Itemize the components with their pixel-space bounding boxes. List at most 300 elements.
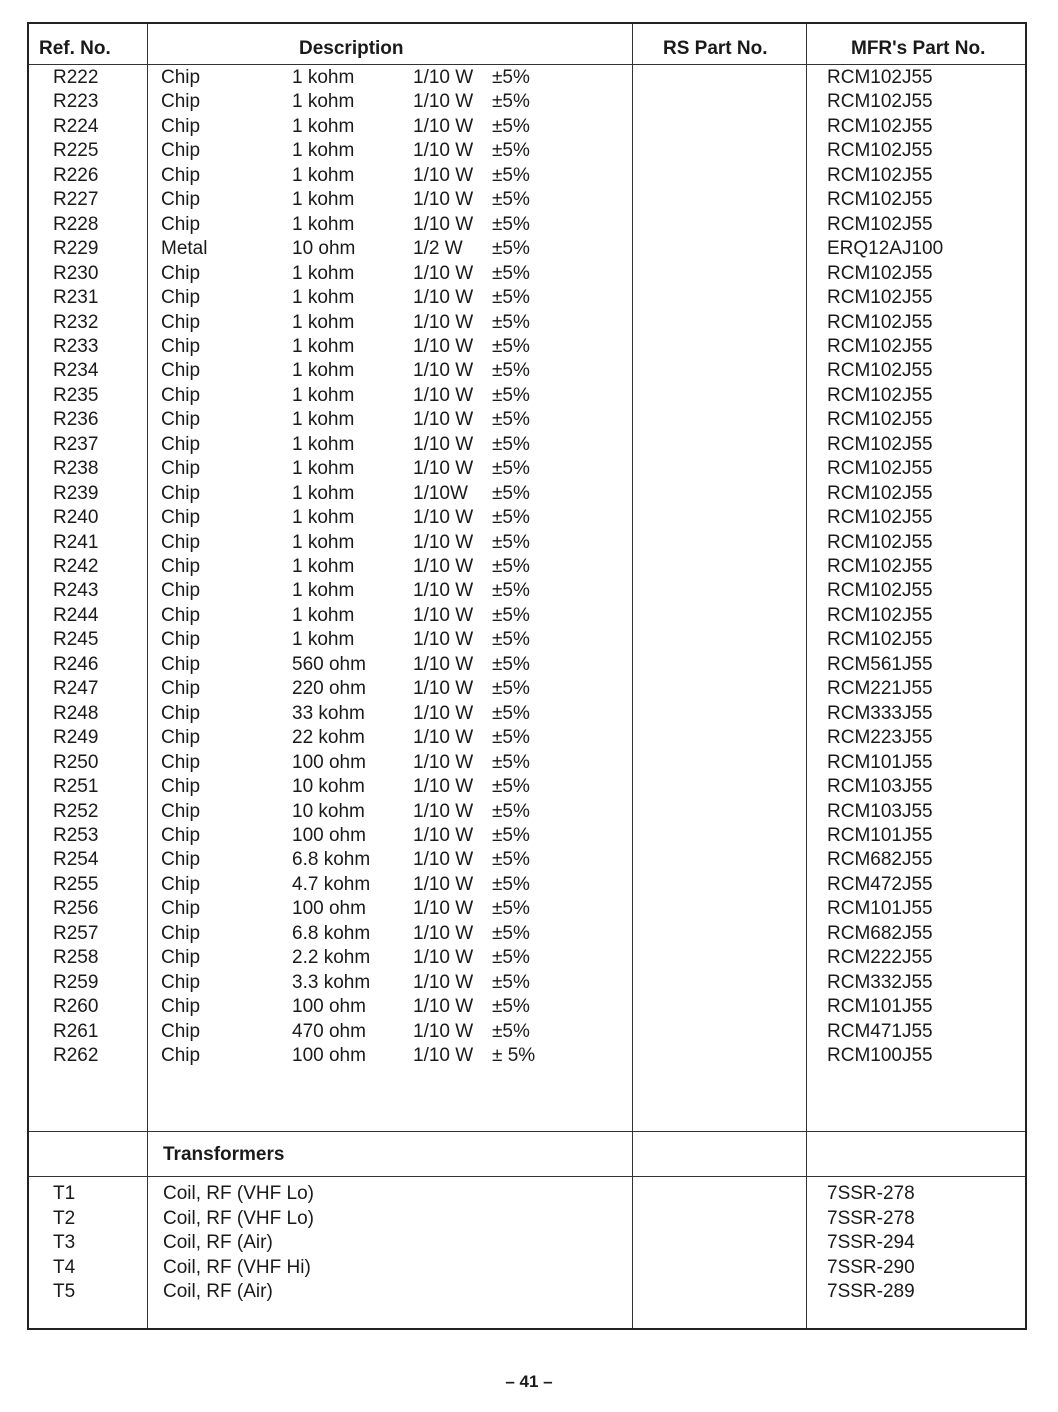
mfr-part-no: RCM102J55: [827, 189, 933, 211]
power-rating: 1/10 W: [413, 287, 474, 309]
component-type: Chip: [161, 360, 201, 382]
resistance-value: 100 ohm: [292, 996, 366, 1018]
resistance-value: 1 kohm: [292, 482, 355, 504]
mfr-part-no: RCM102J55: [827, 262, 933, 284]
resistance-value: 1 kohm: [292, 604, 355, 626]
header-description: Description: [299, 38, 404, 59]
table-row: [29, 873, 1025, 897]
table-row: [29, 1020, 1025, 1044]
resistance-value: 1 kohm: [292, 360, 355, 382]
table-row: [29, 751, 1025, 775]
table-row: [29, 775, 1025, 799]
component-type: Chip: [161, 678, 201, 700]
tolerance: ±5%: [492, 922, 530, 944]
ref-no: R256: [53, 898, 99, 920]
component-type: Chip: [161, 189, 201, 211]
power-rating: 1/10 W: [413, 849, 474, 871]
mfr-part-no: RCM682J55: [827, 849, 933, 871]
power-rating: 1/10 W: [413, 604, 474, 626]
power-rating: 1/10 W: [413, 384, 474, 406]
power-rating: 1/10 W: [413, 115, 474, 137]
table-row: [29, 213, 1025, 237]
ref-no: T4: [53, 1256, 76, 1278]
component-type: Chip: [161, 409, 201, 431]
ref-no: R242: [53, 556, 99, 577]
table-row: [29, 702, 1025, 726]
component-type: Chip: [161, 531, 201, 553]
mfr-part-no: RCM102J55: [827, 482, 933, 504]
tolerance: ±5%: [492, 873, 530, 895]
mfr-part-no: RCM101J55: [827, 824, 933, 846]
mfr-part-no: RCM222J55: [827, 947, 933, 969]
power-rating: 1/10 W: [413, 702, 474, 724]
section-divider-bottom: [29, 1176, 1025, 1177]
tolerance: ±5%: [492, 800, 530, 822]
mfr-part-no: RCM102J55: [827, 140, 933, 162]
power-rating: 1/10 W: [413, 1045, 474, 1066]
mfr-part-no: RCM102J55: [827, 67, 933, 88]
table-row: [29, 457, 1025, 481]
power-rating: 1/10W: [413, 482, 468, 504]
resistance-value: 10 ohm: [292, 238, 356, 260]
description: Coil, RF (Air): [163, 1232, 273, 1253]
power-rating: 1/10 W: [413, 800, 474, 822]
table-row: [29, 922, 1025, 946]
ref-no: R237: [53, 433, 99, 455]
resistance-value: 4.7 kohm: [292, 873, 371, 895]
power-rating: 1/10 W: [413, 824, 474, 846]
description: Coil, RF (VHF Lo): [163, 1183, 314, 1204]
resistance-value: 1 kohm: [292, 531, 355, 553]
table-row: [29, 506, 1025, 530]
table-row: [29, 995, 1025, 1019]
ref-no: R222: [53, 67, 99, 88]
resistance-value: 100 ohm: [292, 1045, 366, 1066]
tolerance: ±5%: [492, 287, 530, 309]
resistance-value: 10 kohm: [292, 776, 365, 798]
component-type: Chip: [161, 824, 201, 846]
ref-no: R260: [53, 996, 99, 1018]
table-row: [29, 139, 1025, 163]
tolerance: ±5%: [492, 67, 530, 88]
resistance-value: 470 ohm: [292, 1020, 366, 1042]
resistance-value: 1 kohm: [292, 507, 355, 529]
mfr-part-no: 7SSR-278: [827, 1183, 915, 1204]
tolerance: ±5%: [492, 433, 530, 455]
ref-no: R226: [53, 164, 99, 186]
power-rating: 1/10 W: [413, 311, 474, 333]
power-rating: 1/10 W: [413, 189, 474, 211]
tolerance: ±5%: [492, 384, 530, 406]
resistance-value: 1 kohm: [292, 335, 355, 357]
tolerance: ±5%: [492, 507, 530, 529]
resistance-value: 100 ohm: [292, 824, 366, 846]
mfr-part-no: 7SSR-294: [827, 1232, 915, 1253]
resistance-value: 1 kohm: [292, 311, 355, 333]
resistance-value: 1 kohm: [292, 213, 355, 235]
mfr-part-no: RCM102J55: [827, 335, 933, 357]
table-row: [29, 262, 1025, 286]
mfr-part-no: RCM102J55: [827, 531, 933, 553]
ref-no: R250: [53, 751, 99, 773]
component-type: Chip: [161, 458, 201, 480]
ref-no: R248: [53, 702, 99, 724]
ref-no: R251: [53, 776, 99, 798]
tolerance: ±5%: [492, 409, 530, 431]
mfr-part-no: RCM101J55: [827, 996, 933, 1018]
power-rating: 1/10 W: [413, 727, 474, 749]
resistance-value: 1 kohm: [292, 91, 355, 113]
ref-no: R246: [53, 653, 99, 675]
mfr-part-no: RCM102J55: [827, 409, 933, 431]
description: Coil, RF (VHF Lo): [163, 1207, 314, 1229]
section-title-transformers: Transformers: [163, 1144, 285, 1165]
page-number: – 41 –: [505, 1372, 553, 1391]
tolerance: ±5%: [492, 262, 530, 284]
table-row: [29, 237, 1025, 261]
section-divider-top: [29, 1131, 1025, 1132]
tolerance: ±5%: [492, 164, 530, 186]
mfr-part-no: RCM102J55: [827, 287, 933, 309]
resistance-value: 6.8 kohm: [292, 922, 371, 944]
mfr-part-no: RCM102J55: [827, 604, 933, 626]
mfr-part-no: RCM682J55: [827, 922, 933, 944]
table-row: [29, 1280, 1025, 1304]
table-row: [29, 1231, 1025, 1255]
ref-no: R257: [53, 922, 99, 944]
resistance-value: 1 kohm: [292, 262, 355, 284]
mfr-part-no: RCM102J55: [827, 507, 933, 529]
tolerance: ±5%: [492, 947, 530, 969]
tolerance: ±5%: [492, 849, 530, 871]
tolerance: ±5%: [492, 629, 530, 651]
ref-no: R229: [53, 238, 99, 260]
tolerance: ± 5%: [492, 1045, 536, 1066]
tolerance: ±5%: [492, 604, 530, 626]
tolerance: ±5%: [492, 898, 530, 920]
component-type: Chip: [161, 262, 201, 284]
tolerance: ±5%: [492, 580, 530, 602]
description: Coil, RF (VHF Hi): [163, 1256, 311, 1278]
power-rating: 1/10 W: [413, 898, 474, 920]
power-rating: 1/10 W: [413, 751, 474, 773]
mfr-part-no: RCM102J55: [827, 311, 933, 333]
description: Coil, RF (Air): [163, 1281, 273, 1302]
table-row: [29, 946, 1025, 970]
ref-no: R225: [53, 140, 99, 162]
resistance-value: 1 kohm: [292, 580, 355, 602]
ref-no: R244: [53, 604, 99, 626]
mfr-part-no: RCM103J55: [827, 776, 933, 798]
power-rating: 1/10 W: [413, 873, 474, 895]
component-type: Chip: [161, 507, 201, 529]
tolerance: ±5%: [492, 776, 530, 798]
mfr-part-no: RCM102J55: [827, 164, 933, 186]
mfr-part-no: RCM472J55: [827, 873, 933, 895]
power-rating: 1/10 W: [413, 1020, 474, 1042]
tolerance: ±5%: [492, 311, 530, 333]
component-type: Chip: [161, 91, 201, 113]
table-row: [29, 115, 1025, 139]
mfr-part-no: RCM471J55: [827, 1020, 933, 1042]
mfr-part-no: RCM102J55: [827, 115, 933, 137]
resistance-value: 560 ohm: [292, 653, 366, 675]
power-rating: 1/10 W: [413, 458, 474, 480]
table-row: [29, 1256, 1025, 1280]
tolerance: ±5%: [492, 189, 530, 211]
header-ref: Ref. No.: [39, 38, 111, 59]
tolerance: ±5%: [492, 360, 530, 382]
header-divider: [29, 64, 1025, 65]
mfr-part-no: RCM102J55: [827, 580, 933, 602]
resistance-value: 10 kohm: [292, 800, 365, 822]
ref-no: R236: [53, 409, 99, 431]
table-row: [29, 555, 1025, 579]
component-type: Chip: [161, 335, 201, 357]
ref-no: R259: [53, 971, 99, 993]
component-type: Chip: [161, 922, 201, 944]
ref-no: R261: [53, 1020, 99, 1042]
component-type: Chip: [161, 971, 201, 993]
power-rating: 1/10 W: [413, 67, 474, 88]
component-type: Chip: [161, 556, 201, 577]
resistance-value: 1 kohm: [292, 409, 355, 431]
table-row: [29, 433, 1025, 457]
table-row: [29, 604, 1025, 628]
component-type: Chip: [161, 996, 201, 1018]
component-type: Chip: [161, 629, 201, 651]
mfr-part-no: RCM332J55: [827, 971, 933, 993]
table-row: [29, 188, 1025, 212]
component-type: Chip: [161, 140, 201, 162]
resistance-value: 1 kohm: [292, 629, 355, 651]
resistance-value: 33 kohm: [292, 702, 365, 724]
power-rating: 1/10 W: [413, 922, 474, 944]
component-type: Chip: [161, 580, 201, 602]
ref-no: R247: [53, 678, 99, 700]
component-type: Chip: [161, 947, 201, 969]
component-type: Chip: [161, 873, 201, 895]
ref-no: R245: [53, 629, 99, 651]
mfr-part-no: RCM102J55: [827, 360, 933, 382]
ref-no: R230: [53, 262, 99, 284]
tolerance: ±5%: [492, 702, 530, 724]
table-row: [29, 653, 1025, 677]
component-type: Metal: [161, 238, 208, 260]
tolerance: ±5%: [492, 115, 530, 137]
table-row: [29, 848, 1025, 872]
table-row: [29, 628, 1025, 652]
table-row: [29, 726, 1025, 750]
resistance-value: 6.8 kohm: [292, 849, 371, 871]
table-row: [29, 971, 1025, 995]
mfr-part-no: RCM333J55: [827, 702, 933, 724]
mfr-part-no: RCM101J55: [827, 898, 933, 920]
ref-no: R233: [53, 335, 99, 357]
power-rating: 1/10 W: [413, 776, 474, 798]
table-row: [29, 579, 1025, 603]
resistance-value: 1 kohm: [292, 458, 355, 480]
tolerance: ±5%: [492, 653, 530, 675]
resistance-value: 1 kohm: [292, 433, 355, 455]
resistance-value: 100 ohm: [292, 898, 366, 920]
component-type: Chip: [161, 1020, 201, 1042]
power-rating: 1/10 W: [413, 140, 474, 162]
resistance-value: 1 kohm: [292, 164, 355, 186]
table-row: [29, 897, 1025, 921]
ref-no: R228: [53, 213, 99, 235]
ref-no: R262: [53, 1045, 99, 1066]
ref-no: R227: [53, 189, 99, 211]
ref-no: R253: [53, 824, 99, 846]
component-type: Chip: [161, 287, 201, 309]
ref-no: R238: [53, 458, 99, 480]
resistance-value: 1 kohm: [292, 287, 355, 309]
mfr-part-no: 7SSR-289: [827, 1281, 915, 1302]
table-row: [29, 482, 1025, 506]
power-rating: 1/10 W: [413, 971, 474, 993]
power-rating: 1/10 W: [413, 507, 474, 529]
power-rating: 1/10 W: [413, 947, 474, 969]
tolerance: ±5%: [492, 213, 530, 235]
component-type: Chip: [161, 311, 201, 333]
component-type: Chip: [161, 653, 201, 675]
power-rating: 1/10 W: [413, 262, 474, 284]
component-type: Chip: [161, 164, 201, 186]
power-rating: 1/2 W: [413, 238, 463, 260]
resistance-value: 100 ohm: [292, 751, 366, 773]
table-row: [29, 286, 1025, 310]
table-row: [29, 384, 1025, 408]
table-row: [29, 1182, 1025, 1206]
resistance-value: 1 kohm: [292, 189, 355, 211]
tolerance: ±5%: [492, 824, 530, 846]
ref-no: R240: [53, 507, 99, 529]
component-type: Chip: [161, 115, 201, 137]
component-type: Chip: [161, 776, 201, 798]
table-row: [29, 359, 1025, 383]
table-row: [29, 677, 1025, 701]
ref-no: R252: [53, 800, 99, 822]
tolerance: ±5%: [492, 238, 530, 260]
resistance-value: 1 kohm: [292, 140, 355, 162]
tolerance: ±5%: [492, 751, 530, 773]
tolerance: ±5%: [492, 531, 530, 553]
tolerance: ±5%: [492, 91, 530, 113]
ref-no: R234: [53, 360, 99, 382]
table-row: [29, 824, 1025, 848]
resistance-value: 22 kohm: [292, 727, 365, 749]
tolerance: ±5%: [492, 482, 530, 504]
mfr-part-no: 7SSR-290: [827, 1256, 915, 1278]
ref-no: R254: [53, 849, 99, 871]
component-type: Chip: [161, 751, 201, 773]
tolerance: ±5%: [492, 458, 530, 480]
power-rating: 1/10 W: [413, 580, 474, 602]
mfr-part-no: RCM102J55: [827, 91, 933, 113]
mfr-part-no: RCM221J55: [827, 678, 933, 700]
ref-no: R243: [53, 580, 99, 602]
tolerance: ±5%: [492, 140, 530, 162]
tolerance: ±5%: [492, 335, 530, 357]
power-rating: 1/10 W: [413, 433, 474, 455]
tolerance: ±5%: [492, 971, 530, 993]
mfr-part-no: RCM102J55: [827, 213, 933, 235]
mfr-part-no: RCM102J55: [827, 629, 933, 651]
mfr-part-no: RCM102J55: [827, 433, 933, 455]
table-row: [29, 164, 1025, 188]
ref-no: R232: [53, 311, 99, 333]
header-rs-part: RS Part No.: [663, 38, 768, 59]
mfr-part-no: RCM100J55: [827, 1045, 933, 1066]
ref-no: T2: [53, 1207, 76, 1229]
tolerance: ±5%: [492, 996, 530, 1018]
ref-no: R241: [53, 531, 99, 553]
ref-no: T1: [53, 1183, 76, 1204]
mfr-part-no: RCM561J55: [827, 653, 933, 675]
ref-no: R239: [53, 482, 99, 504]
power-rating: 1/10 W: [413, 360, 474, 382]
mfr-part-no: RCM223J55: [827, 727, 933, 749]
component-type: Chip: [161, 604, 201, 626]
resistance-value: 1 kohm: [292, 115, 355, 137]
mfr-part-no: RCM103J55: [827, 800, 933, 822]
power-rating: 1/10 W: [413, 91, 474, 113]
resistance-value: 1 kohm: [292, 384, 355, 406]
mfr-part-no: RCM102J55: [827, 458, 933, 480]
mfr-part-no: ERQ12AJ100: [827, 238, 944, 260]
power-rating: 1/10 W: [413, 164, 474, 186]
mfr-part-no: 7SSR-278: [827, 1207, 915, 1229]
resistance-value: 3.3 kohm: [292, 971, 371, 993]
power-rating: 1/10 W: [413, 629, 474, 651]
power-rating: 1/10 W: [413, 335, 474, 357]
ref-no: T3: [53, 1232, 76, 1253]
ref-no: R224: [53, 115, 99, 137]
component-type: Chip: [161, 727, 201, 749]
power-rating: 1/10 W: [413, 213, 474, 235]
mfr-part-no: RCM102J55: [827, 384, 933, 406]
ref-no: R258: [53, 947, 99, 969]
table-row: [29, 311, 1025, 335]
power-rating: 1/10 W: [413, 409, 474, 431]
table-row: [29, 531, 1025, 555]
component-type: Chip: [161, 1045, 201, 1066]
resistance-value: 1 kohm: [292, 556, 355, 577]
ref-no: R249: [53, 727, 99, 749]
tolerance: ±5%: [492, 1020, 530, 1042]
component-type: Chip: [161, 800, 201, 822]
resistance-value: 2.2 kohm: [292, 947, 371, 969]
table-row: [29, 1044, 1025, 1068]
table-row: [29, 800, 1025, 824]
component-type: Chip: [161, 67, 201, 88]
component-type: Chip: [161, 213, 201, 235]
ref-no: T5: [53, 1281, 76, 1302]
component-type: Chip: [161, 482, 201, 504]
component-type: Chip: [161, 384, 201, 406]
mfr-part-no: RCM102J55: [827, 556, 933, 577]
table-row: [29, 90, 1025, 114]
resistance-value: 1 kohm: [292, 67, 355, 88]
power-rating: 1/10 W: [413, 678, 474, 700]
table-row: [29, 1207, 1025, 1231]
ref-no: R223: [53, 91, 99, 113]
header-mfr-part: MFR's Part No.: [851, 38, 986, 59]
mfr-part-no: RCM101J55: [827, 751, 933, 773]
parts-table: [27, 22, 1027, 1330]
tolerance: ±5%: [492, 727, 530, 749]
